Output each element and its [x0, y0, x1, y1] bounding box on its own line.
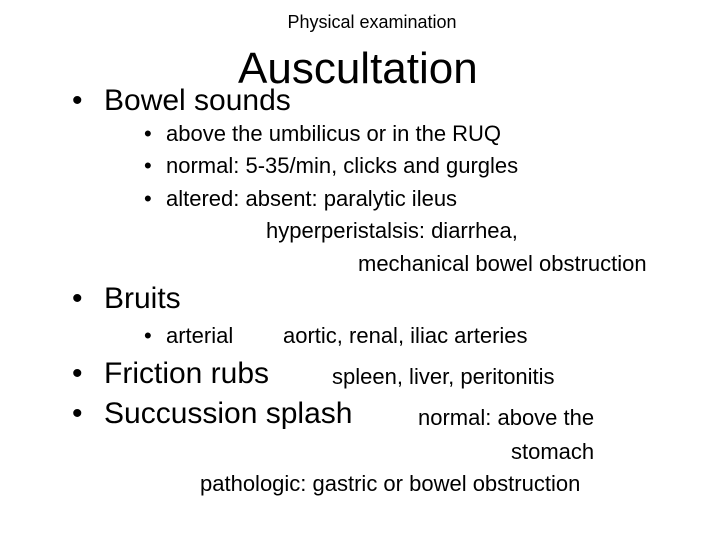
succussion-splash-detail: pathologic: gastric or bowel obstruction: [200, 471, 581, 496]
succussion-splash-detail: stomach: [511, 439, 595, 464]
bowel-sounds-label: Bowel sounds: [104, 84, 291, 117]
bowel-sounds-item: normal: 5-35/min, clicks and gurgles: [166, 153, 519, 178]
bowel-sounds-item: above the umbilicus or in the RUQ: [166, 121, 502, 146]
friction-rubs-detail: spleen, liver, peritonitis: [332, 364, 555, 389]
succussion-splash-label: Succussion splash: [104, 397, 353, 430]
bullet-bruits: •: [72, 282, 83, 315]
bowel-sounds-item: altered: absent: paralytic ileus: [166, 186, 458, 211]
bruits-sub-detail: aortic, renal, iliac arteries: [283, 323, 528, 348]
slide-title: Auscultation: [238, 44, 478, 93]
friction-rubs-label: Friction rubs: [104, 357, 270, 390]
bruits-sub-label: arterial: [166, 323, 234, 348]
sub-bullet: •: [144, 153, 152, 178]
bullet-friction-rubs: •: [72, 357, 83, 390]
bruits-label: Bruits: [104, 282, 181, 315]
bullet-bowel-sounds: •: [72, 84, 83, 117]
sub-bullet: •: [144, 186, 152, 211]
succussion-splash-detail: normal: above the: [418, 405, 595, 430]
sub-bullet: •: [144, 121, 152, 146]
section-header: Physical examination: [287, 12, 457, 32]
bullet-succussion-splash: •: [72, 397, 83, 430]
bowel-sounds-continuation: hyperperistalsis: diarrhea,: [266, 218, 518, 243]
sub-bullet: •: [144, 323, 152, 348]
bowel-sounds-continuation: mechanical bowel obstruction: [358, 251, 647, 276]
